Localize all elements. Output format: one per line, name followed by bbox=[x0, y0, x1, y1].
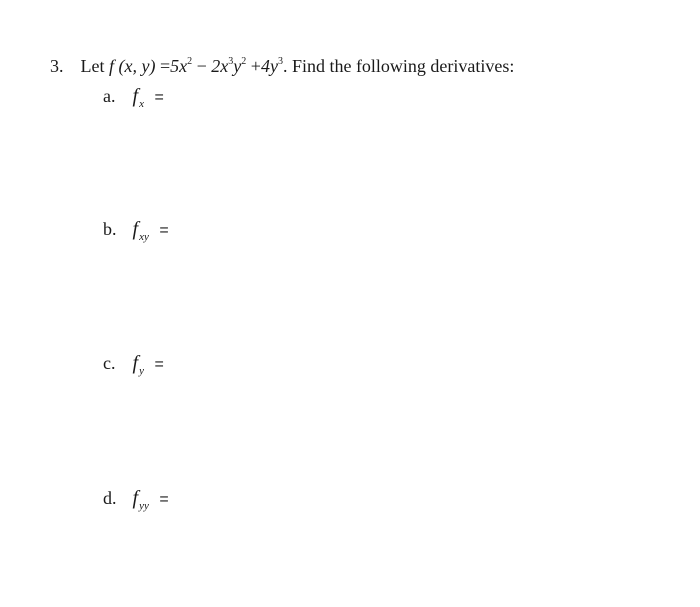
term2-y-exponent: 2 bbox=[241, 56, 247, 67]
partial-subscript: x bbox=[139, 98, 144, 110]
part-c bbox=[103, 351, 164, 383]
partial-function: f bbox=[132, 487, 139, 509]
partial-subscript: xy bbox=[139, 231, 149, 243]
part-d bbox=[103, 486, 169, 518]
term2-coefficient: 2x bbox=[211, 56, 229, 76]
plus-sign: + bbox=[250, 56, 261, 76]
part-label: b. bbox=[103, 219, 117, 239]
equals-sign: = bbox=[154, 356, 164, 373]
equals-sign: = bbox=[159, 56, 171, 76]
term2-x-exponent: 3 bbox=[228, 56, 234, 67]
function-lhs: f (x, y) bbox=[109, 56, 156, 76]
partial-subscript: y bbox=[139, 365, 144, 377]
part-label: a. bbox=[103, 86, 116, 106]
partial-function: f bbox=[132, 218, 139, 240]
term1-exponent: 2 bbox=[187, 56, 193, 67]
term3-coefficient: 4y bbox=[260, 56, 278, 76]
term2-y: y bbox=[233, 56, 242, 76]
partial-function: f bbox=[132, 85, 139, 107]
problem-statement bbox=[50, 50, 514, 78]
part-label: d. bbox=[103, 488, 117, 508]
term1-coefficient: 5x bbox=[170, 56, 188, 76]
problem-tail: . Find the following derivatives: bbox=[282, 56, 515, 76]
minus-sign: − bbox=[196, 56, 207, 76]
part-b bbox=[103, 217, 169, 249]
partial-subscript: yy bbox=[139, 500, 149, 512]
part-a bbox=[103, 84, 164, 116]
term3-exponent: 3 bbox=[277, 56, 283, 67]
equals-sign: = bbox=[154, 89, 164, 106]
equals-sign: = bbox=[159, 491, 169, 508]
problem-lead: Let bbox=[80, 56, 105, 76]
equals-sign: = bbox=[159, 222, 169, 239]
problem-number: 3. bbox=[50, 56, 64, 76]
part-label: c. bbox=[103, 353, 116, 373]
partial-function: f bbox=[132, 352, 139, 374]
